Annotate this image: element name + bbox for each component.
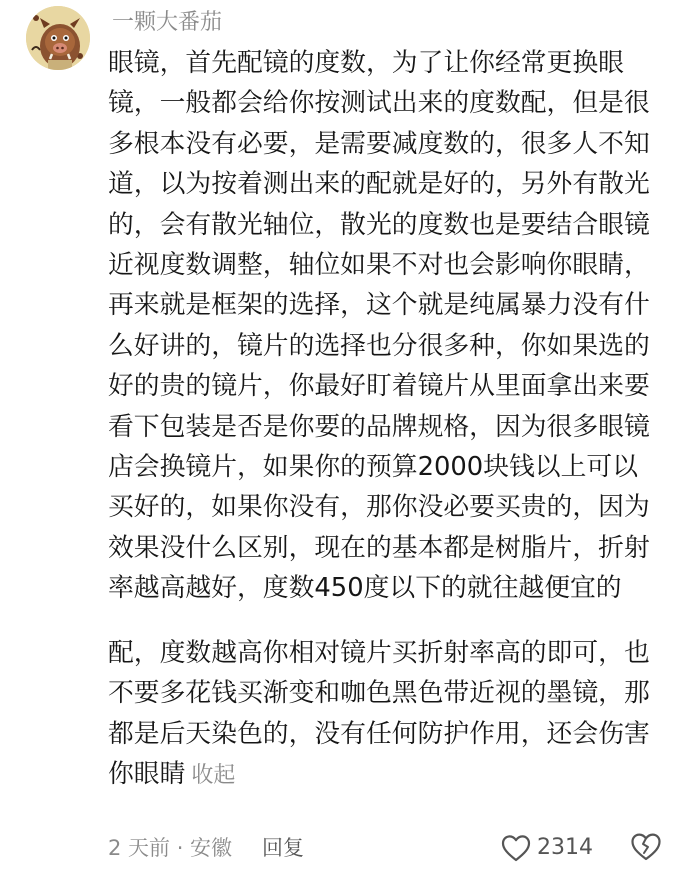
comment-paragraph-2 — [108, 633, 656, 797]
dislike-button[interactable] — [630, 832, 662, 864]
avatar-image — [26, 6, 90, 70]
username[interactable]: 一颗大番茄 — [112, 10, 223, 35]
comment-body — [108, 43, 656, 796]
like-button[interactable] — [501, 830, 593, 866]
heart-outline-icon — [501, 834, 531, 862]
reply-button[interactable]: 回复 — [262, 836, 304, 860]
comment-meta: 2 天前 · 安徽 — [108, 836, 233, 860]
comment-paragraph-2-text: 配，度数越高你相对镜片买折射率高的即可，也不要多花钱买渐变和咖色黑色带近视的墨镜，那都是后天染色的，没有任何防护作用，还会伤害你眼睛 — [108, 637, 650, 789]
collapse-button[interactable]: 收起 — [191, 762, 236, 788]
avatar[interactable] — [26, 6, 90, 70]
broken-heart-outline-icon — [630, 832, 662, 862]
like-count: 2314 — [537, 835, 593, 860]
comment-paragraph-1: 眼镜，首先配镜的度数，为了让你经常更换眼镜，一般都会给你按测试出来的度数配，但是很多根本没有必要，是需要减度数的，很多人不知道，以为按着测出来的配就是好的，另外有散光的，会有散光轴位，散光的度数也是要结合眼镜近视度数调整，轴位如果不对也会影响你眼睛，再来就是框架的选择，这个就是纯属暴力没有什么好讲的，镜片的选择也分很多种，你如果选的好的贵的镜片，你最好盯着镜片从里面拿出来要看下包装是否是你要的品牌规格，因为很多眼镜店会换镜片，如果你的预算2000块钱以上可以买好的，如果你没有，那你没必要买贵的，因为效果没什么区别，现在的基本都是树脂片，折射率越高越好，度数450度以下的就往越便宜的 — [108, 48, 650, 604]
